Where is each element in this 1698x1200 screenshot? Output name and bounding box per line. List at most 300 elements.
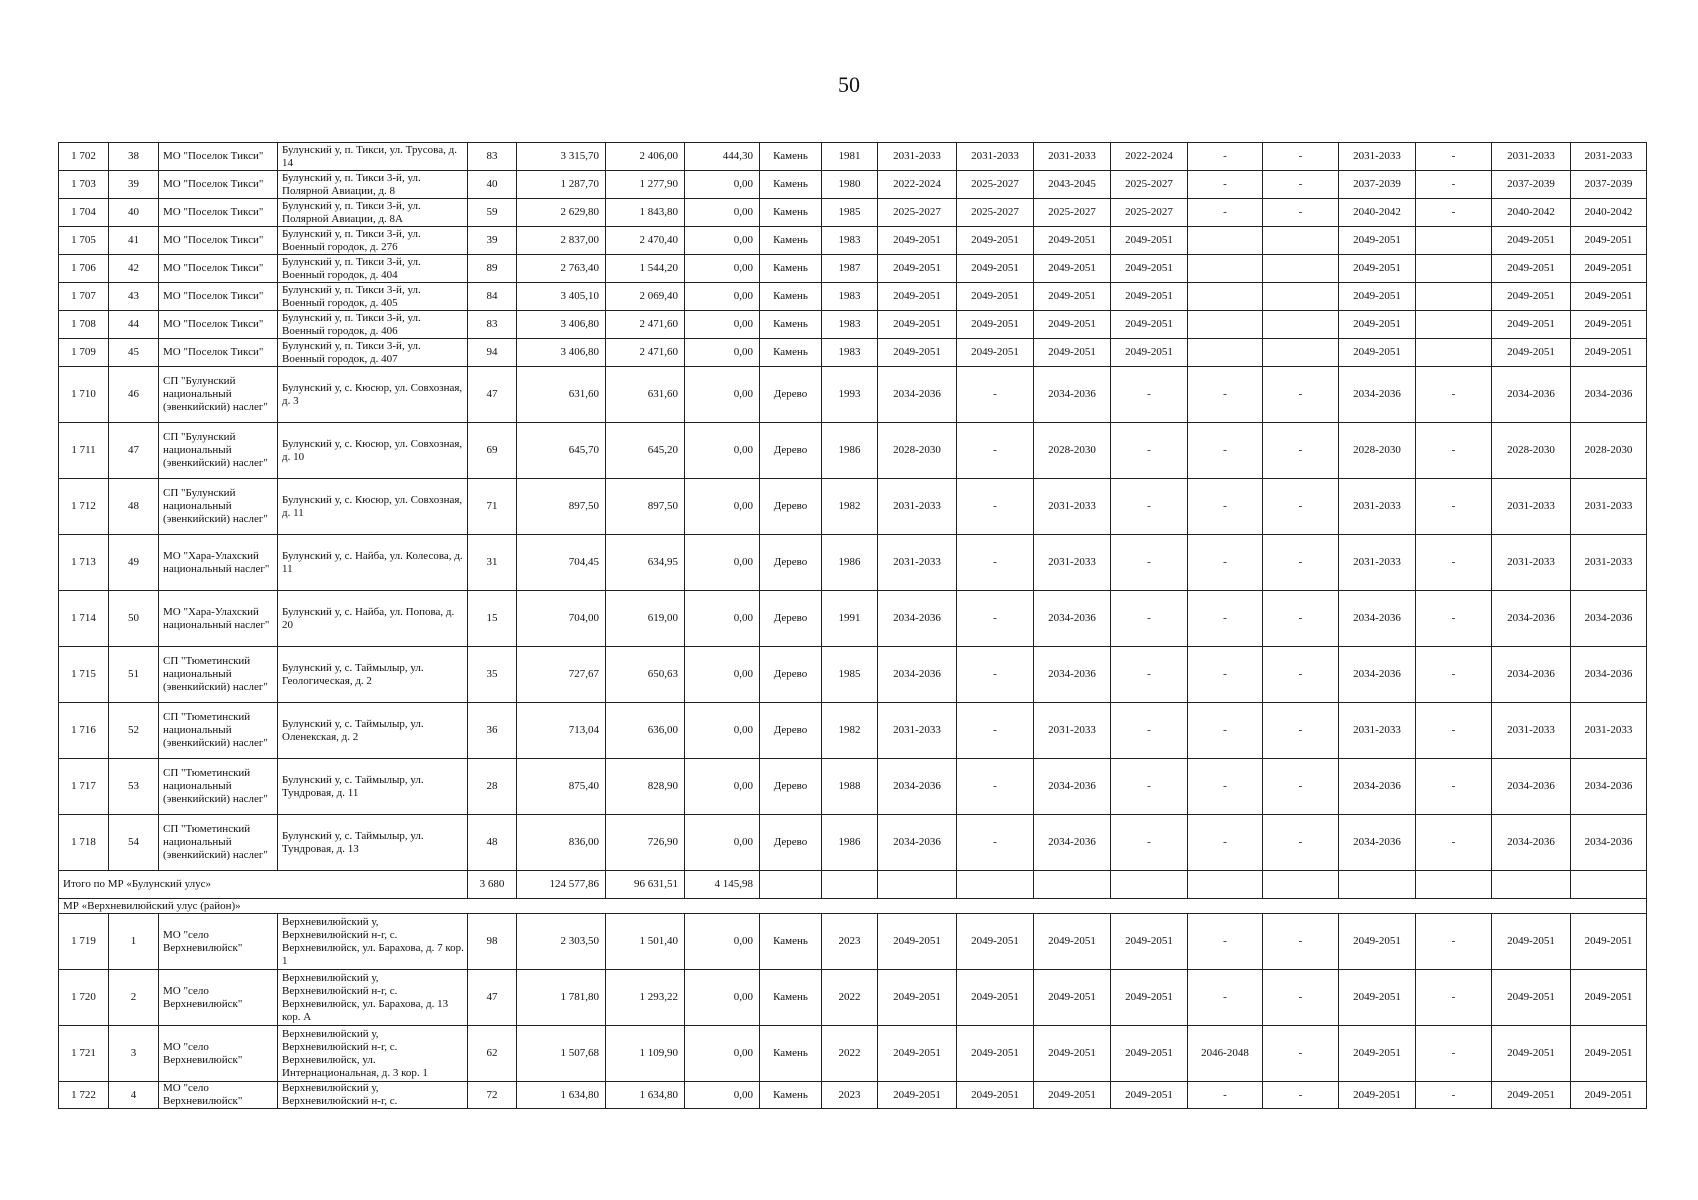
living-area: 1 501,40 xyxy=(606,914,685,970)
total-area: 713,04 xyxy=(517,703,606,759)
wall-material: Камень xyxy=(760,171,822,199)
living-area: 1 634,80 xyxy=(606,1082,685,1109)
flats-count: 47 xyxy=(468,970,517,1026)
total-area: 897,50 xyxy=(517,479,606,535)
repair-period: - xyxy=(1188,367,1263,423)
repair-period: 2049-2051 xyxy=(1492,1026,1571,1082)
repair-period: 2028-2030 xyxy=(1571,423,1647,479)
row-number: 1 704 xyxy=(59,199,109,227)
municipality: СП "Тюметинский национальный (эвенкийский) наслег" xyxy=(159,759,278,815)
nonliving-area: 0,00 xyxy=(685,591,760,647)
municipality: МО "Поселок Тикси" xyxy=(159,255,278,283)
total-area: 727,67 xyxy=(517,647,606,703)
repair-period: 2049-2051 xyxy=(957,970,1034,1026)
repair-period xyxy=(1416,339,1492,367)
flats-count: 98 xyxy=(468,914,517,970)
address: Булунский у, с. Кюсюр, ул. Совхозная, д. 3 xyxy=(278,367,468,423)
repair-period: - xyxy=(1188,815,1263,871)
repair-period xyxy=(1263,227,1339,255)
nonliving-area: 0,00 xyxy=(685,227,760,255)
repair-period: 2049-2051 xyxy=(957,339,1034,367)
address: Верхневилюйский у, Верхневилюйский н-г, с. Верхневилюйск, ул. Интернациональная, д. 3 кор. 1 xyxy=(278,1026,468,1082)
repair-period: 2049-2051 xyxy=(957,914,1034,970)
address: Булунский у, с. Таймылыр, ул. Тундровая, д. 11 xyxy=(278,759,468,815)
nonliving-area: 0,00 xyxy=(685,815,760,871)
nonliving-area: 0,00 xyxy=(685,283,760,311)
row-index: 48 xyxy=(109,479,159,535)
build-year: 2022 xyxy=(822,1026,878,1082)
repair-period: - xyxy=(1188,479,1263,535)
repair-period: - xyxy=(1188,591,1263,647)
repair-period: - xyxy=(1416,914,1492,970)
flats-count: 83 xyxy=(468,311,517,339)
row-number: 1 705 xyxy=(59,227,109,255)
total-area: 2 763,40 xyxy=(517,255,606,283)
flats-count: 94 xyxy=(468,339,517,367)
wall-material: Камень xyxy=(760,1082,822,1109)
table-row xyxy=(59,815,1647,871)
repair-period: - xyxy=(1188,703,1263,759)
repair-period: - xyxy=(1188,970,1263,1026)
flats-count: 31 xyxy=(468,535,517,591)
housing-register-table xyxy=(58,142,1647,1109)
flats-count: 84 xyxy=(468,283,517,311)
repair-period: 2034-2036 xyxy=(1571,647,1647,703)
table-row xyxy=(59,311,1647,339)
wall-material: Дерево xyxy=(760,423,822,479)
repair-period: - xyxy=(957,423,1034,479)
repair-period: 2049-2051 xyxy=(1034,311,1111,339)
repair-period: 2040-2042 xyxy=(1571,199,1647,227)
wall-material: Дерево xyxy=(760,703,822,759)
repair-period: - xyxy=(1111,479,1188,535)
repair-period: - xyxy=(1111,591,1188,647)
repair-period: 2049-2051 xyxy=(1492,914,1571,970)
repair-period: 2049-2051 xyxy=(878,255,957,283)
living-area: 1 277,90 xyxy=(606,171,685,199)
repair-period: - xyxy=(957,591,1034,647)
address: Верхневилюйский у, Верхневилюйский н-г, с. Верхневилюйск, ул. Барахова, д. 7 кор. 1 xyxy=(278,914,468,970)
repair-period xyxy=(1188,255,1263,283)
repair-period: 2034-2036 xyxy=(878,647,957,703)
total-area: 1 781,80 xyxy=(517,970,606,1026)
repair-period: 2049-2051 xyxy=(1492,970,1571,1026)
table-row xyxy=(59,647,1647,703)
nonliving-area: 0,00 xyxy=(685,970,760,1026)
row-index: 38 xyxy=(109,143,159,171)
repair-period: - xyxy=(1263,759,1339,815)
living-area: 634,95 xyxy=(606,535,685,591)
row-index: 4 xyxy=(109,1082,159,1109)
build-year: 1986 xyxy=(822,535,878,591)
municipality: МО "село Верхневилюйск" xyxy=(159,970,278,1026)
build-year: 1986 xyxy=(822,423,878,479)
total-flats: 3 680 xyxy=(468,871,517,899)
repair-period: - xyxy=(1263,1026,1339,1082)
repair-period: 2031-2033 xyxy=(1339,703,1416,759)
repair-period: - xyxy=(1263,423,1339,479)
row-number: 1 710 xyxy=(59,367,109,423)
repair-period: - xyxy=(957,535,1034,591)
flats-count: 35 xyxy=(468,647,517,703)
flats-count: 48 xyxy=(468,815,517,871)
repair-period: - xyxy=(1416,479,1492,535)
repair-period: - xyxy=(1416,423,1492,479)
repair-period: 2034-2036 xyxy=(1571,591,1647,647)
living-area: 631,60 xyxy=(606,367,685,423)
row-index: 46 xyxy=(109,367,159,423)
repair-period: 2022-2024 xyxy=(1111,143,1188,171)
row-index: 52 xyxy=(109,703,159,759)
living-area: 619,00 xyxy=(606,591,685,647)
repair-period: 2049-2051 xyxy=(1492,311,1571,339)
repair-period: 2031-2033 xyxy=(1034,535,1111,591)
repair-period: 2049-2051 xyxy=(1034,1082,1111,1109)
nonliving-area: 0,00 xyxy=(685,199,760,227)
row-index: 54 xyxy=(109,815,159,871)
repair-period: 2031-2033 xyxy=(878,479,957,535)
repair-period: 2049-2051 xyxy=(957,311,1034,339)
municipality: МО "село Верхневилюйск" xyxy=(159,914,278,970)
repair-period: - xyxy=(1263,914,1339,970)
municipality: МО "Поселок Тикси" xyxy=(159,171,278,199)
total-area: 2 629,80 xyxy=(517,199,606,227)
total-area: 1 507,68 xyxy=(517,1026,606,1082)
repair-period: - xyxy=(1416,815,1492,871)
build-year: 2023 xyxy=(822,914,878,970)
wall-material: Дерево xyxy=(760,535,822,591)
build-year: 1993 xyxy=(822,367,878,423)
repair-period: - xyxy=(1188,914,1263,970)
living-area: 2 470,40 xyxy=(606,227,685,255)
table-row xyxy=(59,227,1647,255)
flats-count: 15 xyxy=(468,591,517,647)
repair-period: 2025-2027 xyxy=(1111,171,1188,199)
repair-period: 2040-2042 xyxy=(1492,199,1571,227)
flats-count: 62 xyxy=(468,1026,517,1082)
municipality: МО "Поселок Тикси" xyxy=(159,199,278,227)
repair-period: - xyxy=(1263,535,1339,591)
nonliving-area: 0,00 xyxy=(685,255,760,283)
repair-period: 2049-2051 xyxy=(1034,227,1111,255)
repair-period: - xyxy=(1188,171,1263,199)
total-area: 1 287,70 xyxy=(517,171,606,199)
repair-period: - xyxy=(1263,1082,1339,1109)
repair-period: 2031-2033 xyxy=(1034,143,1111,171)
flats-count: 71 xyxy=(468,479,517,535)
total-area: 645,70 xyxy=(517,423,606,479)
section-header-row xyxy=(59,899,1647,914)
table-row xyxy=(59,970,1647,1026)
repair-period xyxy=(1188,227,1263,255)
nonliving-area: 0,00 xyxy=(685,703,760,759)
repair-period: 2049-2051 xyxy=(957,255,1034,283)
flats-count: 28 xyxy=(468,759,517,815)
repair-period: 2049-2051 xyxy=(1492,227,1571,255)
repair-period: 2037-2039 xyxy=(1339,171,1416,199)
municipality: МО "Поселок Тикси" xyxy=(159,283,278,311)
repair-period: 2034-2036 xyxy=(1034,591,1111,647)
repair-period: 2049-2051 xyxy=(1339,311,1416,339)
row-number: 1 715 xyxy=(59,647,109,703)
table-row xyxy=(59,1026,1647,1082)
repair-period: 2034-2036 xyxy=(1571,759,1647,815)
repair-period: 2031-2033 xyxy=(878,535,957,591)
repair-period: - xyxy=(1188,1082,1263,1109)
repair-period: - xyxy=(1111,815,1188,871)
row-index: 41 xyxy=(109,227,159,255)
repair-period: - xyxy=(1263,647,1339,703)
wall-material: Камень xyxy=(760,227,822,255)
repair-period: - xyxy=(1263,143,1339,171)
repair-period: - xyxy=(1188,199,1263,227)
repair-period: - xyxy=(1263,815,1339,871)
build-year: 1982 xyxy=(822,703,878,759)
row-number: 1 721 xyxy=(59,1026,109,1082)
repair-period: 2028-2030 xyxy=(1034,423,1111,479)
row-number: 1 722 xyxy=(59,1082,109,1109)
repair-period: 2049-2051 xyxy=(1034,255,1111,283)
repair-period: - xyxy=(1416,199,1492,227)
repair-period: 2031-2033 xyxy=(1034,479,1111,535)
wall-material: Камень xyxy=(760,339,822,367)
table-row xyxy=(59,283,1647,311)
repair-period: 2028-2030 xyxy=(878,423,957,479)
municipality: СП "Тюметинский национальный (эвенкийский) наслег" xyxy=(159,703,278,759)
flats-count: 89 xyxy=(468,255,517,283)
municipality: МО "село Верхневилюйск" xyxy=(159,1082,278,1109)
section-title: МР «Верхневилюйский улус (район)» xyxy=(59,899,1647,914)
row-number: 1 717 xyxy=(59,759,109,815)
row-number: 1 716 xyxy=(59,703,109,759)
repair-period: 2025-2027 xyxy=(1034,199,1111,227)
total-area: 3 406,80 xyxy=(517,339,606,367)
total-area: 836,00 xyxy=(517,815,606,871)
repair-period: - xyxy=(1416,1026,1492,1082)
repair-period: - xyxy=(1416,591,1492,647)
repair-period: - xyxy=(1263,171,1339,199)
repair-period: 2049-2051 xyxy=(878,311,957,339)
build-year: 1982 xyxy=(822,479,878,535)
repair-period: 2037-2039 xyxy=(1571,171,1647,199)
repair-period: 2031-2033 xyxy=(1492,535,1571,591)
repair-period: 2049-2051 xyxy=(878,283,957,311)
repair-period: 2049-2051 xyxy=(957,1026,1034,1082)
repair-period: 2034-2036 xyxy=(878,815,957,871)
repair-period: 2034-2036 xyxy=(878,591,957,647)
repair-period: 2049-2051 xyxy=(1034,1026,1111,1082)
table-row xyxy=(59,143,1647,171)
wall-material: Дерево xyxy=(760,647,822,703)
table-row xyxy=(59,535,1647,591)
repair-period xyxy=(1188,283,1263,311)
row-index: 53 xyxy=(109,759,159,815)
page-number: 50 xyxy=(838,72,860,97)
wall-material: Камень xyxy=(760,255,822,283)
repair-period: 2049-2051 xyxy=(1571,1082,1647,1109)
build-year: 1985 xyxy=(822,647,878,703)
repair-period: 2049-2051 xyxy=(1111,255,1188,283)
wall-material: Камень xyxy=(760,143,822,171)
repair-period: - xyxy=(957,703,1034,759)
repair-period: 2049-2051 xyxy=(1034,970,1111,1026)
living-area: 645,20 xyxy=(606,423,685,479)
total-area: 3 315,70 xyxy=(517,143,606,171)
repair-period: 2034-2036 xyxy=(1339,367,1416,423)
repair-period: 2049-2051 xyxy=(1492,1082,1571,1109)
repair-period: 2034-2036 xyxy=(1492,759,1571,815)
repair-period: 2049-2051 xyxy=(1571,311,1647,339)
repair-period: - xyxy=(957,647,1034,703)
repair-period: - xyxy=(1111,703,1188,759)
repair-period: 2049-2051 xyxy=(1034,914,1111,970)
row-index: 47 xyxy=(109,423,159,479)
row-number: 1 712 xyxy=(59,479,109,535)
repair-period: - xyxy=(1416,143,1492,171)
nonliving-area: 0,00 xyxy=(685,914,760,970)
total-area: 3 405,10 xyxy=(517,283,606,311)
row-index: 3 xyxy=(109,1026,159,1082)
table-row xyxy=(59,367,1647,423)
nonliving-area: 0,00 xyxy=(685,479,760,535)
repair-period: 2049-2051 xyxy=(1034,283,1111,311)
repair-period: - xyxy=(1416,1082,1492,1109)
build-year: 1981 xyxy=(822,143,878,171)
total-nonliving-area: 4 145,98 xyxy=(685,871,760,899)
repair-period: 2037-2039 xyxy=(1492,171,1571,199)
repair-period xyxy=(1263,311,1339,339)
repair-period: 2049-2051 xyxy=(878,914,957,970)
row-index: 45 xyxy=(109,339,159,367)
repair-period: 2031-2033 xyxy=(1339,479,1416,535)
table-row xyxy=(59,171,1647,199)
repair-period: 2049-2051 xyxy=(1111,227,1188,255)
address: Булунский у, с. Таймылыр, ул. Оленекская, д. 2 xyxy=(278,703,468,759)
total-area: 3 406,80 xyxy=(517,311,606,339)
repair-period: 2034-2036 xyxy=(878,759,957,815)
repair-period: 2034-2036 xyxy=(1339,759,1416,815)
municipality: СП "Тюметинский национальный (эвенкийский) наслег" xyxy=(159,647,278,703)
total-area: 2 837,00 xyxy=(517,227,606,255)
repair-period: 2049-2051 xyxy=(1571,914,1647,970)
living-area: 2 406,00 xyxy=(606,143,685,171)
repair-period: 2049-2051 xyxy=(957,227,1034,255)
build-year: 1991 xyxy=(822,591,878,647)
row-index: 2 xyxy=(109,970,159,1026)
repair-period: - xyxy=(1263,367,1339,423)
repair-period: 2031-2033 xyxy=(1571,703,1647,759)
repair-period: 2049-2051 xyxy=(1339,339,1416,367)
repair-period xyxy=(1416,283,1492,311)
repair-period: 2049-2051 xyxy=(1111,1082,1188,1109)
municipality: МО "Поселок Тикси" xyxy=(159,311,278,339)
row-number: 1 703 xyxy=(59,171,109,199)
total-area: 1 634,80 xyxy=(517,1082,606,1109)
municipality: СП "Булунский национальный (эвенкийский) наслег" xyxy=(159,367,278,423)
repair-period: 2025-2027 xyxy=(1111,199,1188,227)
repair-period xyxy=(1416,255,1492,283)
repair-period: - xyxy=(1416,703,1492,759)
address: Верхневилюйский у, Верхневилюйский н-г, с. xyxy=(278,1082,468,1109)
row-index: 43 xyxy=(109,283,159,311)
repair-period: 2034-2036 xyxy=(1571,815,1647,871)
wall-material: Камень xyxy=(760,283,822,311)
wall-material: Дерево xyxy=(760,591,822,647)
repair-period: 2034-2036 xyxy=(1034,647,1111,703)
nonliving-area: 444,30 xyxy=(685,143,760,171)
table-row xyxy=(59,199,1647,227)
repair-period: - xyxy=(957,367,1034,423)
municipality: МО "Хара-Улахский национальный наслег" xyxy=(159,535,278,591)
repair-period: - xyxy=(1111,759,1188,815)
total-area: 124 577,86 xyxy=(517,871,606,899)
wall-material: Дерево xyxy=(760,479,822,535)
repair-period xyxy=(1263,255,1339,283)
row-index: 40 xyxy=(109,199,159,227)
address: Булунский у, с. Найба, ул. Колесова, д. 11 xyxy=(278,535,468,591)
row-index: 50 xyxy=(109,591,159,647)
repair-period xyxy=(1263,283,1339,311)
repair-period: 2025-2027 xyxy=(957,171,1034,199)
table-row xyxy=(59,479,1647,535)
nonliving-area: 0,00 xyxy=(685,1026,760,1082)
municipality: СП "Булунский национальный (эвенкийский) наслег" xyxy=(159,423,278,479)
repair-period: 2049-2051 xyxy=(878,1026,957,1082)
repair-period: 2049-2051 xyxy=(1111,914,1188,970)
repair-period: - xyxy=(1416,535,1492,591)
repair-period: 2034-2036 xyxy=(1034,759,1111,815)
total-area: 631,60 xyxy=(517,367,606,423)
wall-material: Дерево xyxy=(760,367,822,423)
repair-period: - xyxy=(1111,647,1188,703)
repair-period: 2034-2036 xyxy=(878,367,957,423)
municipality: МО "село Верхневилюйск" xyxy=(159,1026,278,1082)
repair-period: - xyxy=(1416,367,1492,423)
row-index: 42 xyxy=(109,255,159,283)
row-number: 1 720 xyxy=(59,970,109,1026)
address: Булунский у, п. Тикси 3-й, ул. Военный городок, д. 276 xyxy=(278,227,468,255)
flats-count: 72 xyxy=(468,1082,517,1109)
repair-period: 2049-2051 xyxy=(957,1082,1034,1109)
repair-period: - xyxy=(1188,759,1263,815)
build-year: 1988 xyxy=(822,759,878,815)
repair-period: 2049-2051 xyxy=(1111,1026,1188,1082)
municipality: МО "Хара-Улахский национальный наслег" xyxy=(159,591,278,647)
flats-count: 69 xyxy=(468,423,517,479)
repair-period: 2049-2051 xyxy=(1571,255,1647,283)
repair-period: - xyxy=(1263,591,1339,647)
flats-count: 40 xyxy=(468,171,517,199)
row-number: 1 706 xyxy=(59,255,109,283)
wall-material: Камень xyxy=(760,970,822,1026)
repair-period: - xyxy=(1111,423,1188,479)
total-living-area: 96 631,51 xyxy=(606,871,685,899)
repair-period: 2022-2024 xyxy=(878,171,957,199)
repair-period: 2049-2051 xyxy=(1339,283,1416,311)
wall-material: Дерево xyxy=(760,759,822,815)
nonliving-area: 0,00 xyxy=(685,759,760,815)
repair-period: - xyxy=(1188,143,1263,171)
repair-period: 2034-2036 xyxy=(1571,367,1647,423)
table-row xyxy=(59,255,1647,283)
repair-period xyxy=(1188,339,1263,367)
row-number: 1 714 xyxy=(59,591,109,647)
repair-period: 2049-2051 xyxy=(1571,339,1647,367)
repair-period: - xyxy=(1111,367,1188,423)
wall-material: Камень xyxy=(760,914,822,970)
address: Булунский у, с. Кюсюр, ул. Совхозная, д. 11 xyxy=(278,479,468,535)
repair-period: - xyxy=(1188,423,1263,479)
